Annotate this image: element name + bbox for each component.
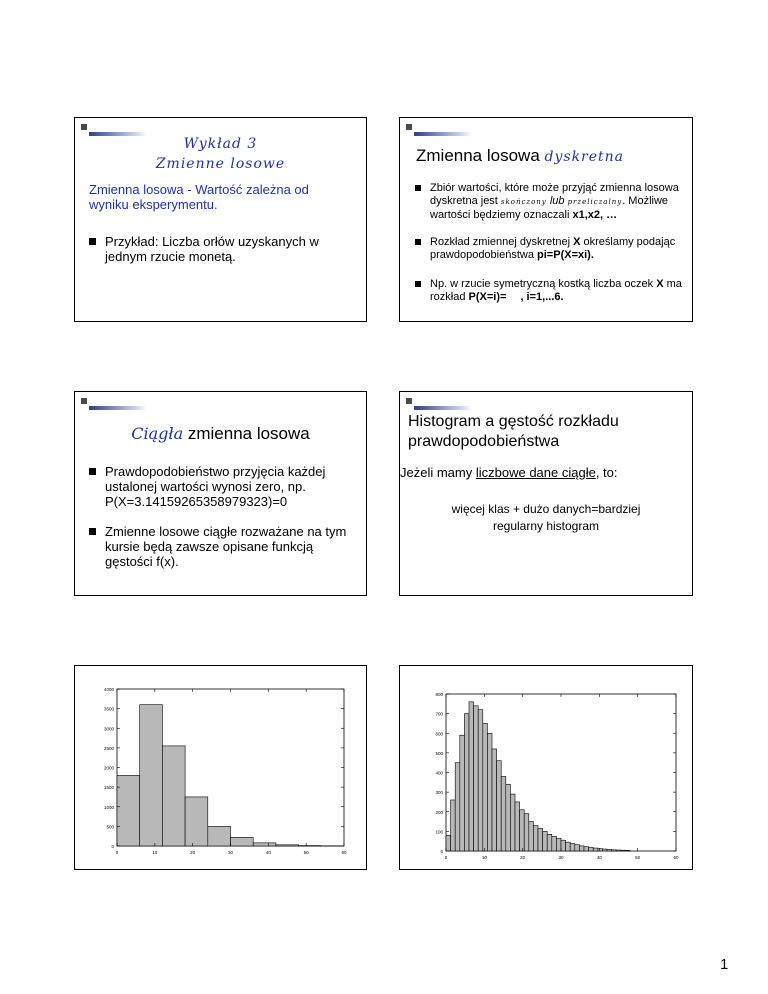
- variable: X: [656, 278, 664, 290]
- y-tick-label: 500: [435, 750, 443, 756]
- formula: pi=P(X=xi).: [537, 249, 594, 261]
- histogram-bar: [469, 702, 474, 851]
- variables: x1,x2, …: [572, 209, 618, 221]
- histogram-bar: [497, 761, 502, 851]
- italic-term: przeliczalny: [567, 198, 623, 206]
- y-tick-label: 400: [435, 770, 443, 776]
- histogram-bar: [487, 733, 492, 851]
- slide-decoration: [406, 124, 452, 142]
- histogram-bar: [253, 843, 276, 846]
- x-tick-label: 40: [596, 855, 602, 860]
- x-tick-label: 30: [227, 850, 234, 855]
- histogram-bar: [446, 835, 451, 851]
- example-bullet: Przykład: Liczba orłów uzyskanych w jednym rzucie monetą.: [105, 234, 345, 264]
- histogram-bar: [478, 710, 483, 851]
- histogram-bar: [589, 847, 594, 851]
- histogram-bar: [547, 834, 552, 851]
- slide-5: [74, 665, 367, 870]
- text: Jeżeli mamy: [400, 465, 476, 480]
- histogram-bar: [579, 846, 584, 851]
- histogram-bar: [520, 810, 525, 851]
- center-text-1: więcej klas + dużo danych=bardziej: [451, 502, 641, 516]
- x-tick-label: 20: [520, 855, 526, 860]
- histogram-bar: [612, 850, 617, 851]
- histogram-bar: [621, 850, 626, 851]
- title-italic: Ciągła: [131, 424, 184, 443]
- slide-2: [399, 117, 693, 322]
- histogram-bar: [483, 723, 488, 851]
- histogram-bar: [185, 797, 208, 846]
- text: , to:: [595, 465, 618, 480]
- x-tick-label: 60: [673, 855, 679, 860]
- y-tick-label: 3500: [103, 706, 114, 712]
- histogram-bar: [515, 802, 520, 851]
- bullet-density: Zmienne losowe ciągłe rozważane na tym kursie będą zawsze opisane funkcją gęstości f(x).: [105, 524, 355, 569]
- y-tick-label: 0: [440, 849, 443, 854]
- histogram-bar: [492, 749, 497, 851]
- y-tick-label: 4000: [103, 687, 114, 692]
- x-tick-label: 0: [115, 850, 119, 855]
- x-tick-label: 10: [481, 855, 487, 860]
- histogram-bar: [208, 826, 231, 846]
- histogram-bar: [543, 831, 548, 851]
- slide-title: Histogram a gęstość rozkładu prawdopodobieństwa: [408, 413, 619, 450]
- histogram-bar: [593, 848, 598, 851]
- bullet-die-example: [430, 278, 686, 304]
- histogram-bar: [570, 844, 575, 851]
- y-tick-label: 800: [435, 692, 443, 697]
- x-tick-label: 40: [265, 850, 271, 855]
- histogram-bar: [529, 822, 534, 851]
- bullet-distribution: [430, 236, 686, 262]
- text: ma rozkład: [430, 278, 682, 303]
- histogram-bar: [455, 763, 460, 851]
- histogram-bar: [162, 746, 185, 846]
- slide-title: [416, 146, 624, 166]
- histogram-chart-2: [400, 666, 692, 869]
- y-tick-label: 2500: [103, 745, 114, 751]
- slide-4: [399, 391, 693, 596]
- histogram-bar: [561, 840, 566, 851]
- histogram-bar: [584, 847, 589, 851]
- x-tick-label: 10: [152, 850, 158, 855]
- slide-title-line2: Zmienne losowe: [155, 156, 286, 172]
- title-plain: Zmienna losowa: [416, 146, 545, 165]
- histogram-bar: [575, 845, 580, 851]
- title-italic: dyskretna: [544, 149, 625, 165]
- text: Rozkład zmiennej dyskretnej: [430, 236, 574, 248]
- definition-text: Zmienna losowa - Wartość zależna od wyniku eksperymentu.: [89, 182, 309, 212]
- page-number: 1: [720, 956, 729, 973]
- formula-range: , i=1,...6.: [520, 291, 564, 303]
- y-tick-label: 600: [435, 731, 443, 737]
- slide-decoration: [81, 398, 127, 416]
- histogram-bar: [566, 842, 571, 851]
- histogram-bar: [602, 849, 607, 851]
- histogram-bar: [506, 784, 511, 851]
- slide-1: [74, 117, 367, 322]
- histogram-bar: [501, 776, 506, 851]
- center-text-2: regularny histogram: [492, 519, 600, 533]
- histogram-bar: [524, 814, 529, 851]
- x-tick-label: 60: [341, 850, 347, 855]
- title-plain: zmienna losowa: [183, 424, 310, 443]
- histogram-bar: [598, 849, 603, 851]
- text: . Możliwe wartości będziemy oznaczali: [430, 195, 669, 221]
- slide-3: [74, 391, 367, 596]
- histogram-bar: [607, 849, 612, 851]
- slide-title-line1: Wykład 3: [183, 136, 258, 152]
- y-tick-label: 2000: [103, 765, 114, 771]
- x-tick-label: 50: [635, 855, 641, 860]
- y-tick-label: 1500: [103, 785, 114, 791]
- histogram-chart-1: [75, 666, 366, 869]
- x-tick-label: 30: [558, 855, 564, 860]
- underlined-text: liczbowe dane ciągłe: [475, 465, 596, 480]
- y-tick-label: 700: [435, 711, 443, 717]
- histogram-bar: [231, 837, 254, 846]
- text: Np. w rzucie symetryczną kostką liczba oczek: [430, 278, 657, 290]
- histogram-bar: [451, 800, 456, 851]
- y-tick-label: 200: [435, 809, 443, 815]
- x-tick-label: 0: [444, 855, 448, 860]
- histogram-bar: [616, 850, 621, 851]
- text: Zbiór wartości, które może przyjąć zmienna losowa dyskretna jest: [430, 182, 679, 207]
- y-tick-label: 1000: [103, 804, 114, 810]
- histogram-bar: [556, 838, 561, 851]
- italic-term: skończony: [500, 198, 547, 206]
- histogram-bar: [538, 828, 543, 851]
- histogram-bar: [140, 705, 163, 846]
- text: określamy podając prawdopodobieństwa: [430, 236, 676, 261]
- y-tick-label: 0: [111, 844, 114, 849]
- histogram-bar: [533, 825, 538, 851]
- histogram-bar: [460, 735, 465, 851]
- histogram-bar: [276, 845, 299, 846]
- text: lub: [546, 195, 568, 207]
- histogram-bar: [625, 850, 630, 851]
- formula: P(X=i)=: [468, 291, 507, 303]
- y-tick-label: 300: [435, 790, 443, 796]
- bullet-zero-probability: Prawdopodobieństwo przyjęcia każdej ustalonej wartości wynosi zero, np. P(X=3.14159265358979323)=0: [105, 464, 355, 509]
- histogram-bar: [117, 775, 140, 846]
- slide-6: [399, 665, 693, 870]
- histogram-bar: [510, 794, 515, 851]
- intro-text: [400, 465, 618, 480]
- y-tick-label: 3000: [103, 726, 114, 732]
- histogram-bar: [474, 706, 479, 851]
- x-tick-label: 20: [190, 850, 196, 855]
- slide-title: [75, 424, 366, 444]
- variable: X: [573, 236, 581, 248]
- x-tick-label: 50: [303, 850, 309, 855]
- y-tick-label: 100: [435, 829, 443, 835]
- histogram-bar: [552, 836, 557, 851]
- bullet-set-of-values: [430, 182, 686, 222]
- histogram-bar: [464, 714, 469, 851]
- y-tick-label: 500: [106, 824, 114, 830]
